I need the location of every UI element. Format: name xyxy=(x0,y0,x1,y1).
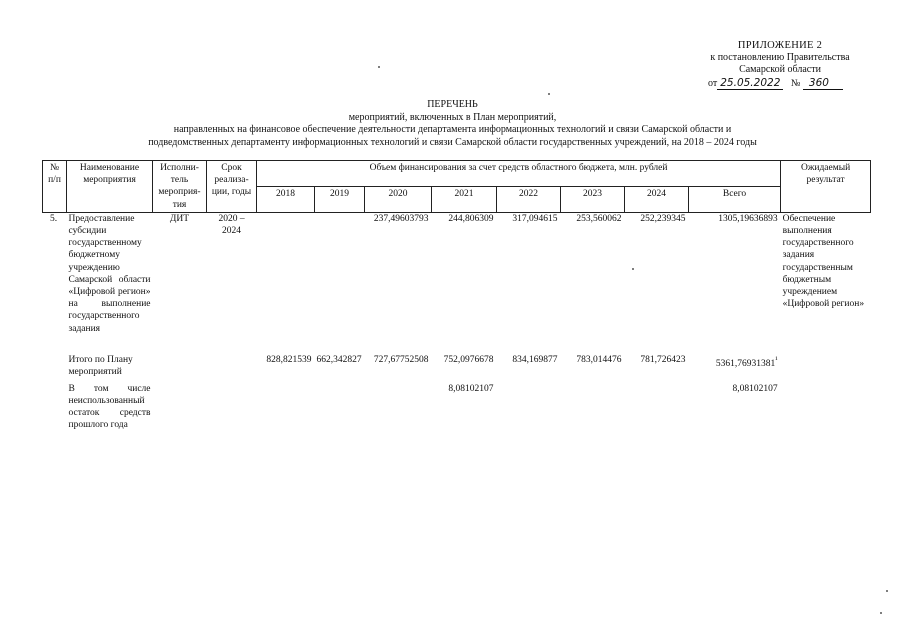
number-value: 360 xyxy=(803,77,843,90)
row-value: 244,806309 xyxy=(448,213,494,224)
scan-speck xyxy=(378,66,380,68)
row-total: 8,08102107 xyxy=(732,383,778,394)
row-name: Итого по Плану мероприятий xyxy=(68,354,133,378)
header-term: Срок реализа-ции, годы xyxy=(207,161,257,213)
header-name: Наименование мероприятия xyxy=(67,161,153,213)
appendix-line-1: к постановлению Правительства xyxy=(710,52,850,63)
row-value: 8,08102107 xyxy=(448,383,494,394)
row-value: 317,094615 xyxy=(512,213,558,224)
row-value xyxy=(365,383,432,433)
table-row xyxy=(43,383,871,433)
row-result xyxy=(781,354,871,383)
document-heading xyxy=(80,99,825,149)
table-header-row xyxy=(43,161,871,187)
row-name: Предоставление субсидии государственному бюджетному учреждению Самарской области «Цифровой регион» на выполнение государственного задания xyxy=(68,213,151,334)
header-num: № п/п xyxy=(43,161,67,213)
row-value: 727,67752508 xyxy=(373,354,429,365)
row-value: 834,169877 xyxy=(512,354,558,365)
row-value xyxy=(315,212,365,354)
header-year: 2021 xyxy=(432,186,497,212)
header-year: 2018 xyxy=(257,186,315,212)
scan-speck xyxy=(880,612,882,614)
row-value: 662,342827 xyxy=(316,354,362,365)
appendix-title: ПРИЛОЖЕНИЕ 2 xyxy=(737,40,823,51)
row-num: 5. xyxy=(49,213,58,224)
footnote-mark: ¹ xyxy=(775,354,778,364)
row-value: 253,560062 xyxy=(576,213,622,224)
row-name: В том числе неиспользованный остаток средств прошлого года xyxy=(68,383,151,431)
header-year: 2020 xyxy=(365,186,432,212)
row-executor xyxy=(153,383,207,433)
heading-title: ПЕРЕЧЕНЬ xyxy=(427,99,478,110)
header-result: Ожидаемый результат xyxy=(781,161,871,213)
appendix-line-2: Самарской области xyxy=(739,64,821,75)
row-value xyxy=(561,383,625,433)
row-value: 252,239345 xyxy=(640,213,686,224)
row-executor xyxy=(153,354,207,383)
row-term xyxy=(207,383,257,433)
row-value xyxy=(257,383,315,433)
date-value: 25.05.2022 xyxy=(717,77,783,90)
row-total-value: 5361,76931381 xyxy=(715,358,776,369)
header-year: 2022 xyxy=(497,186,561,212)
header-funding: Объем финансирования за счет средств областного бюджета, млн. рублей xyxy=(257,161,781,187)
row-term: 2020 – 2024 xyxy=(218,213,245,237)
row-value xyxy=(315,383,365,433)
row-value: 781,726423 xyxy=(640,354,686,365)
scan-speck xyxy=(632,268,634,270)
row-result xyxy=(781,383,871,433)
number-prefix: № xyxy=(790,78,801,89)
appendix-block xyxy=(696,40,864,90)
header-executor: Исполни-тель мероприя-тия xyxy=(153,161,207,213)
heading-line-3: подведомственных департаменту информационных технологий и связи Самарской области государственных учреждений, на 2018 – 2024 годы xyxy=(148,136,757,148)
row-value xyxy=(625,383,689,433)
row-num xyxy=(43,354,67,383)
scan-speck xyxy=(548,93,550,95)
row-value xyxy=(497,383,561,433)
row-value: 752,0976678 xyxy=(443,354,494,365)
heading-line-2: направленных на финансовое обеспечение деятельности департамента информационных технологий и связи Самарской области и xyxy=(173,124,732,135)
table-row xyxy=(43,354,871,383)
date-prefix: от xyxy=(708,78,718,89)
header-year: 2023 xyxy=(561,186,625,212)
row-executor: ДИТ xyxy=(169,213,190,224)
scan-speck xyxy=(886,590,888,592)
header-total: Всего xyxy=(689,186,781,212)
row-num xyxy=(43,383,67,433)
heading-line-1: мероприятий, включенных в План мероприятий, xyxy=(348,111,557,123)
header-year: 2024 xyxy=(625,186,689,212)
plan-table xyxy=(42,160,871,433)
row-term xyxy=(207,354,257,383)
row-total: 1305,19636893 xyxy=(718,213,778,224)
appendix-date-line xyxy=(696,77,864,90)
row-result: Обеспечение выполнения государственного задания государственным бюджетным учреждением «Цифровой регион» xyxy=(782,213,865,310)
row-value: 237,49603793 xyxy=(373,213,429,224)
row-value xyxy=(257,212,315,354)
row-value: 828,821539 xyxy=(266,354,312,365)
table-row xyxy=(43,212,871,354)
row-value: 783,014476 xyxy=(576,354,622,365)
header-year: 2019 xyxy=(315,186,365,212)
row-total xyxy=(689,354,781,383)
